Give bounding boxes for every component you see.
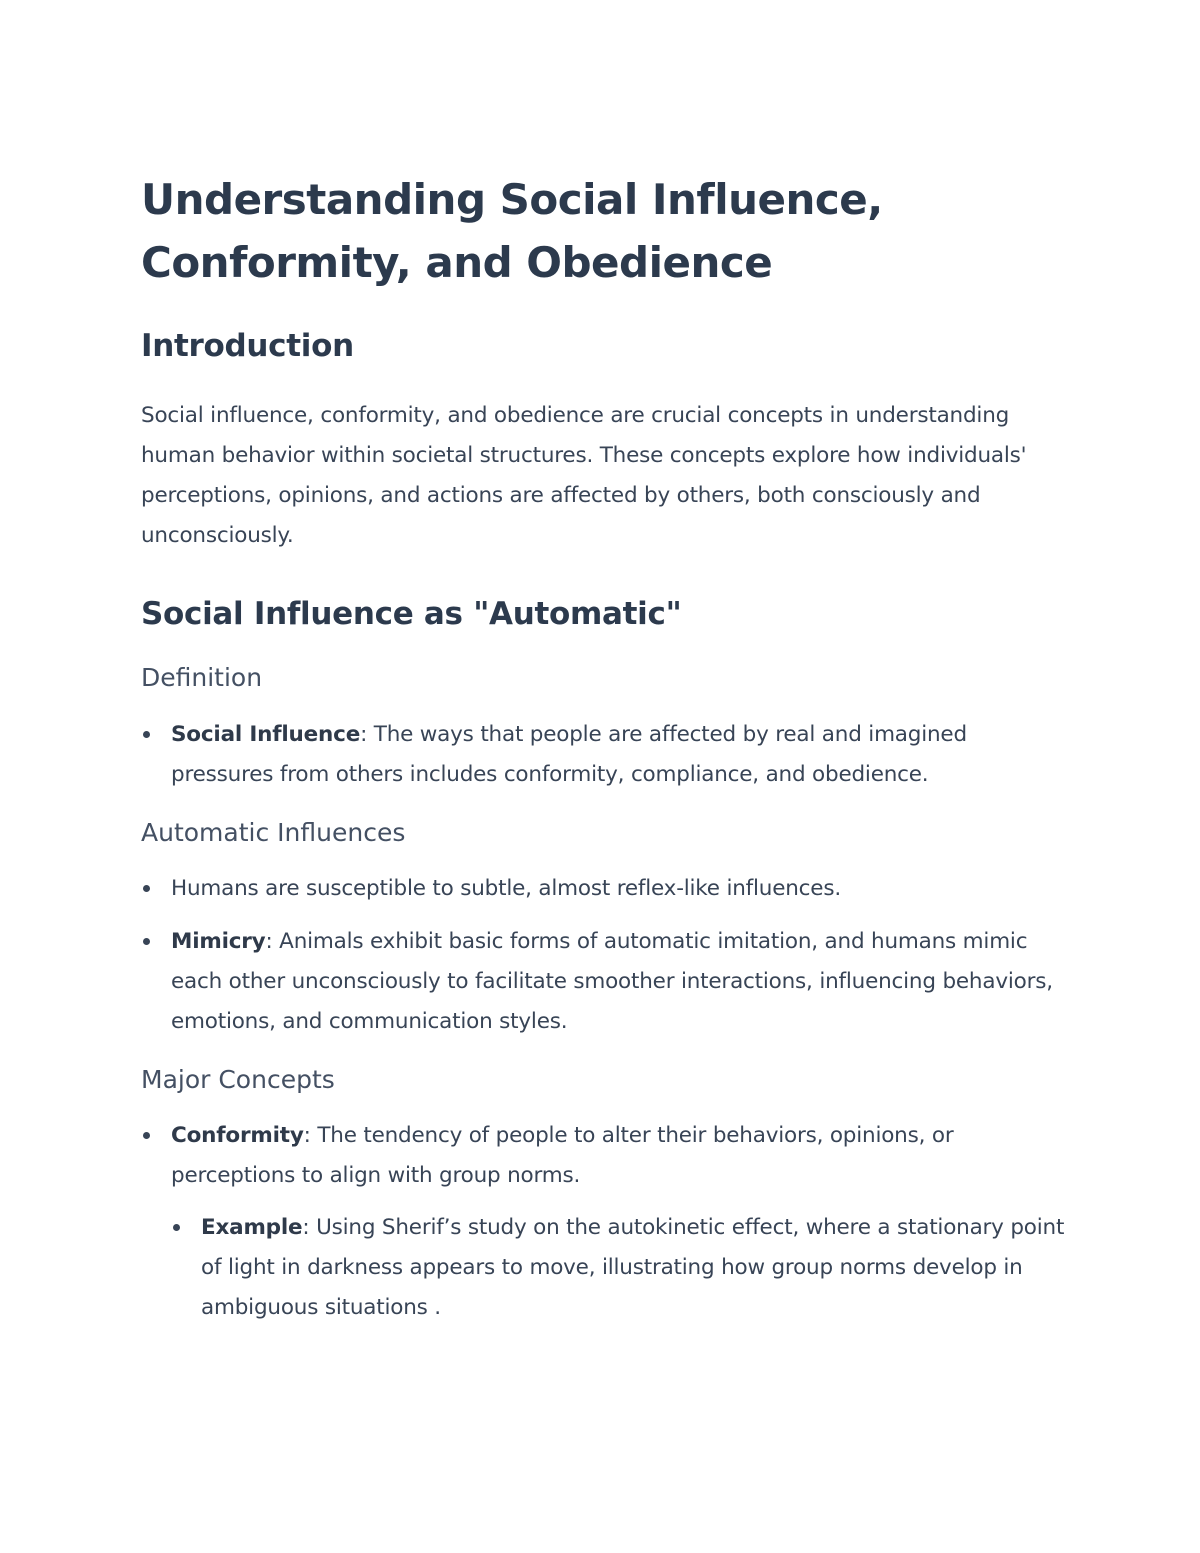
automatic-influences-heading: Automatic Influences (141, 818, 406, 847)
document-title: Understanding Social Influence, Conformity, and Obedience (141, 175, 883, 287)
term-label: Mimicry (171, 929, 266, 954)
automatic-influences-list (141, 869, 1071, 1042)
list-item (171, 1208, 1071, 1328)
term-label: Example (201, 1215, 303, 1240)
definition-list (141, 715, 1071, 795)
bullet-icon (173, 1224, 180, 1231)
introduction-paragraph: Social influence, conformity, and obedience are crucial concepts in understanding human behavior within societal structures. These concepts explore how individuals' perceptions, opinions, and actions are affected by others, both consciously and unconsciously. (141, 403, 1027, 548)
major-concepts-list (141, 1116, 1071, 1328)
item-text: Humans are susceptible to subtle, almost reflex-like influences. (171, 876, 841, 901)
term-separator: : (302, 1215, 310, 1240)
item-text: The tendency of people to alter their behaviors, opinions, or perceptions to align with group norms. (171, 1123, 954, 1188)
list-item (141, 922, 1071, 1042)
major-concepts-heading: Major Concepts (141, 1065, 335, 1094)
list-item (141, 1116, 1071, 1328)
bullet-icon (143, 1132, 150, 1139)
term-label: Social Influence (171, 722, 361, 747)
list-item (141, 869, 1071, 909)
term-label: Conformity (171, 1123, 304, 1148)
term-separator: : (303, 1123, 311, 1148)
item-text: Using Sherif’s study on the autokinetic effect, where a stationary point of light in darkness appears to move, illustrating how group norms develop in ambiguous situations . (201, 1215, 1065, 1320)
section-heading: Social Influence as "Automatic" (141, 596, 682, 632)
term-separator: : (265, 929, 273, 954)
list-item (141, 715, 1071, 795)
term-separator: : (360, 722, 368, 747)
introduction-heading: Introduction (141, 328, 354, 364)
document-page (141, 168, 1071, 1328)
bullet-icon (143, 885, 150, 892)
item-text: Animals exhibit basic forms of automatic imitation, and humans mimic each other unconsciously to facilitate smoother interactions, influencing behaviors, emotions, and communication styles. (171, 929, 1053, 1034)
definition-heading: Definition (141, 663, 263, 692)
conformity-sublist (171, 1208, 1071, 1328)
item-text: The ways that people are affected by real and imagined pressures from others includes conformity, compliance, and obedience. (171, 722, 967, 787)
bullet-icon (143, 731, 150, 738)
bullet-icon (143, 938, 150, 945)
